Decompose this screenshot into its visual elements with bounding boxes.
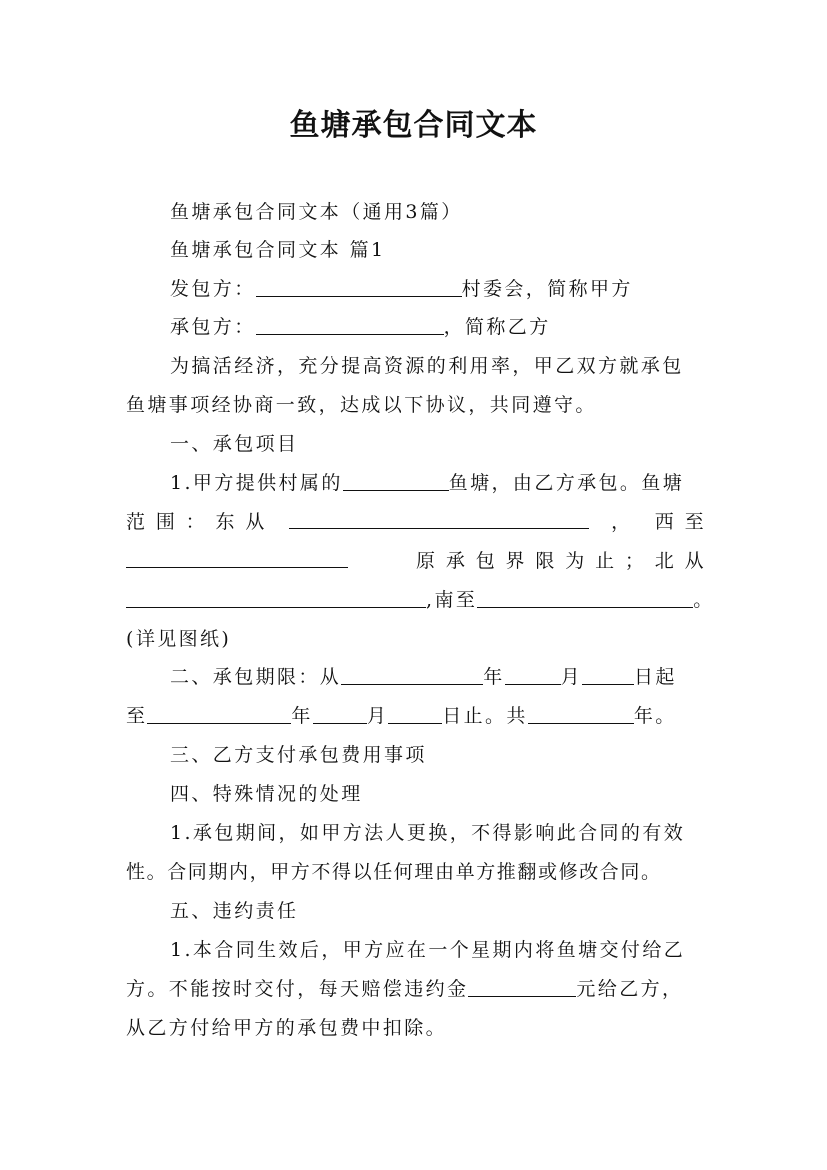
blank-underline [256,276,462,297]
blank-underline [582,664,634,685]
section-heading: 五、违约责任 [170,900,299,922]
blank-underline [505,664,561,685]
text-span: ,南至 [426,589,478,611]
paragraph-line [126,586,715,614]
text-span: 。 [693,589,715,611]
paragraph-line [170,663,706,691]
text-span: 西 至 [654,511,706,533]
paragraph-line: 1.本合同生效后，甲方应在一个星期内将鱼塘交付给乙 [170,939,686,961]
text-span: 月 [560,666,583,688]
paragraph-line: 为搞活经济，充分提高资源的利用率，甲乙双方就承包 [170,355,684,377]
paragraph-line [126,975,706,1003]
blank-underline [289,508,589,529]
section-heading: 三、乙方支付承包费用事项 [170,744,427,766]
paragraph-line: 鱼塘事项经协商一致，达成以下协议，共同遵守。 [126,394,597,416]
text-span: 元给乙方， [576,978,684,1000]
text-span: 年。 [633,705,677,727]
paragraph-line: 性。合同期内，甲方不得以任何理由单方推翻或修改合同。 [126,861,662,883]
paragraph-line: (详见图纸) [126,628,232,650]
text-span: 至 [126,705,148,727]
text-span: 年 [291,705,313,727]
paragraph-line [170,469,706,497]
blank-underline [256,314,444,335]
party-a-line [170,275,706,303]
blank-underline [313,703,367,724]
blank-underline [468,976,576,997]
text-span: 原 承 包 界 限 为 止 ； 北 从 [416,550,706,572]
blank-underline [528,703,634,724]
blank-underline [126,587,426,608]
blank-underline [126,547,348,568]
blank-underline [147,703,291,724]
subtitle-line: 鱼塘承包合同文本（通用3篇） [170,201,463,223]
text-span: 1.甲方提供村属的 [170,472,343,494]
section-heading: 四、特殊情况的处理 [170,783,363,805]
text-span: 二、承包期限：从 [170,666,342,688]
paragraph-line: 1.承包期间，如甲方法人更换，不得影响此合同的有效 [170,822,686,844]
text-span: 年 [483,666,505,688]
section-heading: 鱼塘承包合同文本 篇1 [170,239,386,261]
text-span: 日止。共 [442,705,528,727]
party-a-label: 发包方： [170,278,256,300]
party-b-line [170,313,706,341]
paragraph-line [126,508,706,536]
party-b-suffix: ，简称乙方 [443,316,551,338]
paragraph-line [126,702,706,730]
party-a-suffix: 村委会，简称甲方 [461,278,633,300]
section-heading: 一、承包项目 [170,433,299,455]
document-title: 鱼塘承包合同文本 [289,108,538,143]
text-span: 方。不能按时交付，每天赔偿违约金 [126,978,469,1000]
blank-underline [341,664,483,685]
text-span: 月 [366,705,389,727]
party-b-label: 承包方： [170,316,256,338]
paragraph-line [126,547,706,575]
text-span: 日起 [634,666,677,688]
blank-underline [343,470,449,491]
text-span: 范 围 ： 东 从 [126,511,267,533]
paragraph-line: 从乙方付给甲方的承包费中扣除。 [126,1017,448,1039]
text-span: 鱼塘，由乙方承包。鱼塘 [448,472,685,494]
blank-underline [388,703,442,724]
blank-underline [477,587,693,608]
text-span: ， [611,511,633,533]
